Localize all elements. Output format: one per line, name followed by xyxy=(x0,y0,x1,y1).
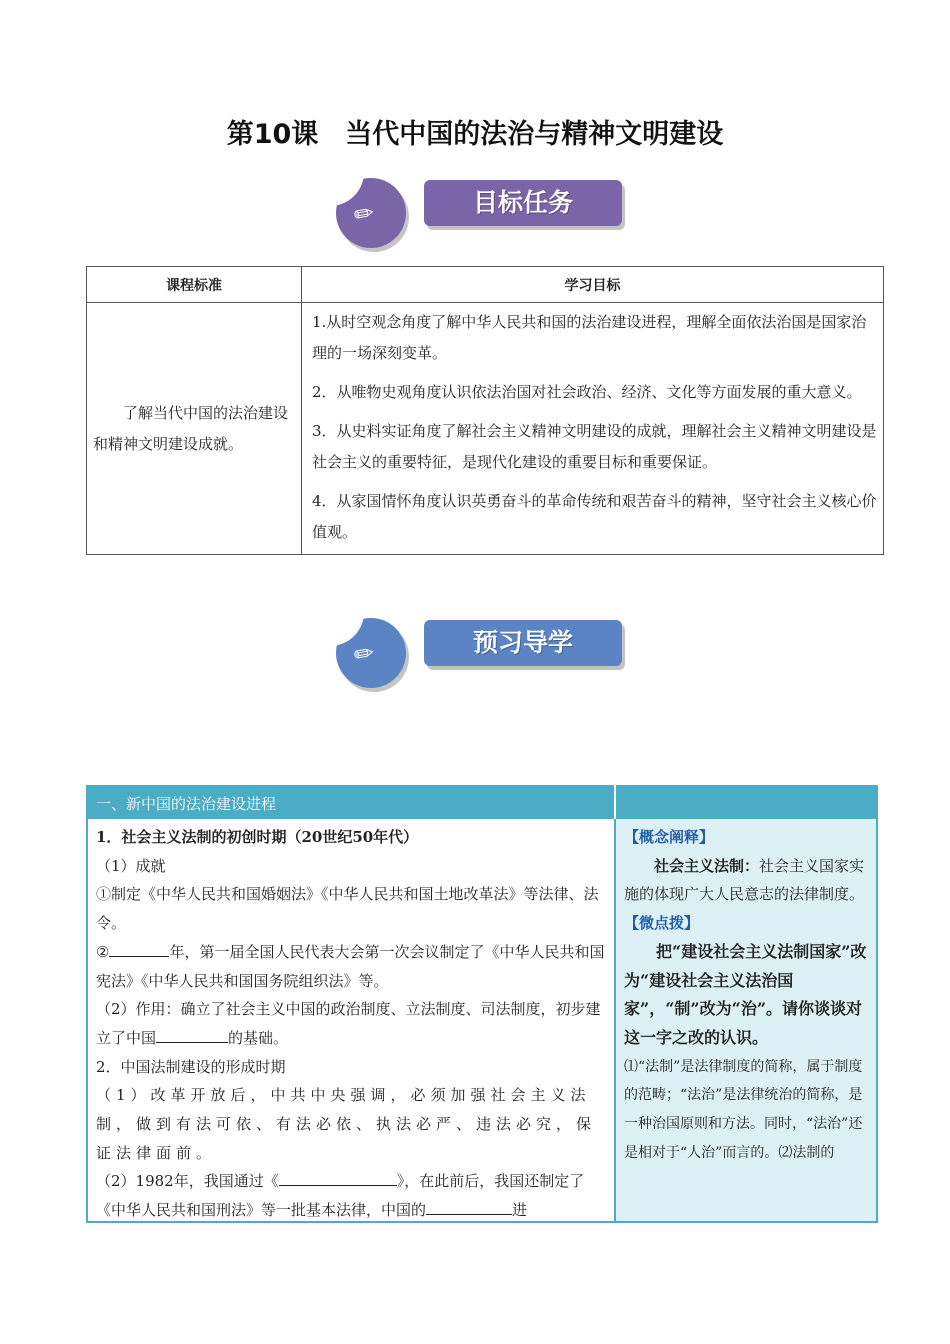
fill-blank[interactable] xyxy=(279,1167,397,1186)
objective-item: 3．从史料实证角度了解社会主义精神文明建设的成就，理解社会主义精神文明建设是社会主义的重要特征，是现代化建设的重要目标和重要保证。 xyxy=(312,422,877,471)
list-item: （1）改革开放后，中共中央强调，必须加强社会主义法制，做到有法可依、有法必依、执法必严、违法必究，保证法律面前。 xyxy=(96,1086,597,1162)
preview-banner xyxy=(336,618,636,698)
goals-banner xyxy=(336,178,636,258)
pencil-icon: ✏ xyxy=(351,198,377,230)
page-title: 第10课 当代中国的法治与精神文明建设 xyxy=(226,119,724,150)
preview-banner-label: 预习导学 xyxy=(424,620,622,666)
list-item: ② 年，第一届全国人民代表大会第一次会议制定了《中华人民共和国宪法》《中华人民共和国国务院组织法》等。 xyxy=(96,938,608,995)
fill-blank[interactable] xyxy=(426,1196,512,1215)
objective-item: 4．从家国情怀角度认识英勇奋斗的革命传统和艰苦奋斗的精神，坚守社会主义核心价值观。 xyxy=(312,492,877,541)
fill-blank[interactable] xyxy=(109,938,169,957)
tip-answer: ⑴“法制”是法律制度的简称，属于制度的范畴；“法治”是法律统治的简称，是一种治国原则和方法。同时，“法治”还是相对于“人治”而言的。⑵法制的 xyxy=(624,1058,863,1161)
fill-blank[interactable] xyxy=(156,1024,228,1043)
concept-definition: 社会主义法制：社会主义国家实施的体现广大人民意志的法律制度。 xyxy=(624,856,865,904)
preview-main-content xyxy=(87,819,615,1222)
tip-tag: 【微点拨】 xyxy=(624,914,700,933)
preview-table xyxy=(86,785,878,1223)
section-title: 一、新中国的法治建设进程 xyxy=(87,786,615,819)
preview-side-notes xyxy=(615,819,877,1222)
list-item: （2）作用：确立了社会主义中国的政治制度、立法制度、司法制度，初步建立了中国 的基础。 xyxy=(96,1000,601,1047)
banner-circle xyxy=(336,618,406,688)
banner-circle xyxy=(336,178,406,248)
subsection-heading: 1．社会主义法制的初创时期（20世纪50年代） xyxy=(96,828,419,846)
goals-table xyxy=(86,266,884,555)
list-item: （1）成就 xyxy=(96,856,166,875)
goals-header-objectives: 学习目标 xyxy=(302,267,884,303)
objective-item: 2．从唯物史观角度认识依法治国对社会政治、经济、文化等方面发展的重大意义。 xyxy=(312,383,862,401)
course-standard: 了解当代中国的法治建设和精神文明建设成就。 xyxy=(87,303,302,555)
concept-tag: 【概念阐释】 xyxy=(624,828,715,846)
tip-question: 把“建设社会主义法制国家”改为“建设社会主义法治国家”，“制”改为“治”。请你谈谈对这一字之改的认识。 xyxy=(624,941,867,1047)
list-item: ①制定《中华人民共和国婚姻法》《中华人民共和国土地改革法》等法律、法令。 xyxy=(96,885,599,933)
pencil-icon: ✏ xyxy=(351,638,377,670)
list-item: （2）1982年，我国通过《 》，在此前后，我国还制定了《中华人民共和国刑法》等一批基本法律，中国的 进 xyxy=(96,1167,608,1221)
learning-objectives xyxy=(302,303,884,555)
goals-banner-label: 目标任务 xyxy=(424,180,622,226)
objective-item: 1.从时空观念角度了解中华人民共和国的法治建设进程，理解全面依法治国是国家治理的一场深刻变革。 xyxy=(312,313,867,362)
goals-header-standard: 课程标准 xyxy=(87,267,302,303)
subsection-heading: 2．中国法制建设的形成时期 xyxy=(96,1057,286,1076)
